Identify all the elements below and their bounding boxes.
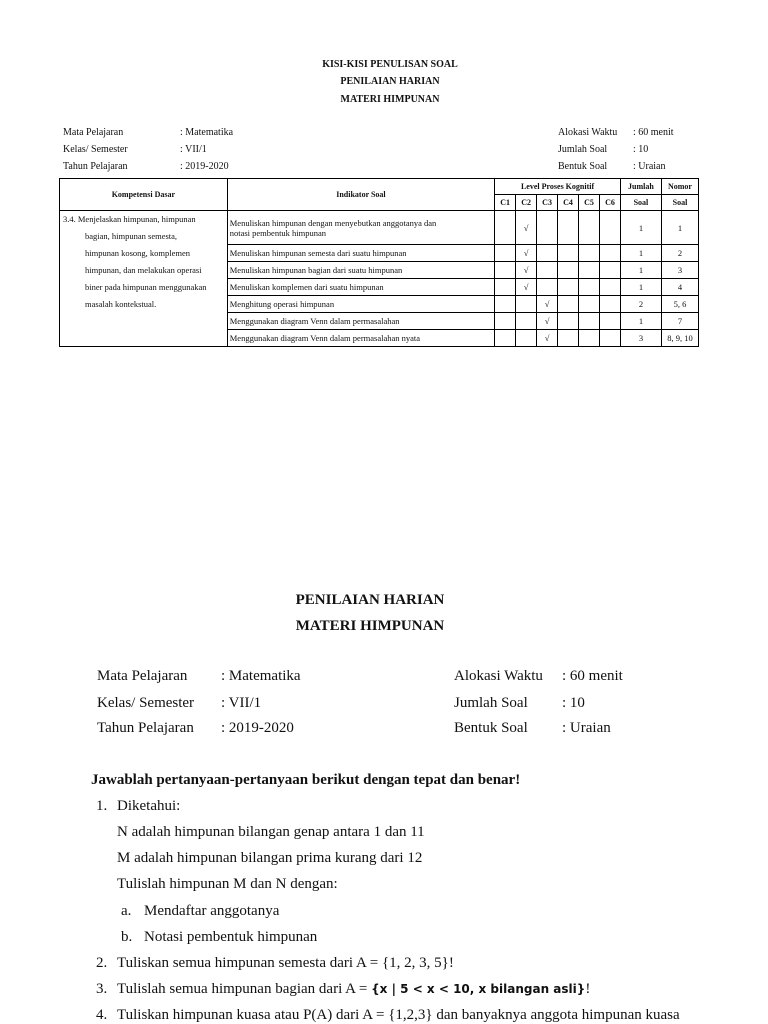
instruction: Jawablah pertanyaan-pertanyaan berikut dengan tepat dan benar! — [91, 772, 521, 788]
q3-text — [117, 981, 590, 998]
meta-kelas-label: Kelas/ Semester — [63, 144, 128, 155]
indikator-cell — [227, 211, 494, 245]
meta-waktu-label: Alokasi Waktu — [558, 127, 618, 138]
jumlah-cell: 1 — [620, 262, 661, 279]
meta-mapel-value: : Matematika — [180, 127, 234, 138]
header-level-c2: C2 — [516, 195, 537, 211]
ph-jumlah-label: Jumlah Soal — [454, 695, 528, 711]
jumlah-cell: 3 — [620, 330, 661, 347]
jumlah-cell: 2 — [620, 296, 661, 313]
ph-tahun-value: : 2019-2020 — [221, 720, 294, 736]
kompetensi-dasar-cell — [60, 211, 228, 347]
q1-line-1: N adalah himpunan bilangan genap antara 1 dan 11 — [117, 824, 425, 840]
ph-title-2: MATERI HIMPUNAN — [295, 618, 445, 634]
meta-jumlah-value: : 10 — [633, 144, 649, 155]
ph-bentuk-value: : Uraian — [562, 720, 611, 736]
check-mark: √ — [516, 279, 537, 296]
nomor-cell: 1 — [661, 211, 698, 245]
q1-a-marker: a. — [121, 903, 132, 919]
header-level-c4: C4 — [558, 195, 579, 211]
q1-number: 1. — [96, 798, 108, 814]
q1-b-marker: b. — [121, 929, 133, 945]
meta-tahun-label: Tahun Pelajaran — [63, 161, 128, 172]
meta-tahun-value: : 2019-2020 — [180, 161, 229, 172]
nomor-cell: 7 — [661, 313, 698, 330]
q3-set-notation: {x | 5 < x < 10, x bilangan asli} — [371, 982, 586, 996]
check-mark: √ — [537, 330, 558, 347]
header-indikator-soal: Indikator Soal — [227, 179, 494, 211]
meta-mapel-label: Mata Pelajaran — [63, 127, 124, 138]
meta-bentuk-label: Bentuk Soal — [558, 161, 608, 172]
q1-b-text: Notasi pembentuk himpunan — [144, 929, 318, 945]
ph-jumlah-value: : 10 — [562, 695, 585, 711]
kd-line: masalah kontekstual. — [85, 299, 157, 309]
indikator-cell: Menggunakan diagram Venn dalam permasalahan nyata — [227, 330, 494, 347]
kisi-table — [59, 178, 699, 347]
header-jumlah: Jumlah — [620, 179, 661, 195]
header-level-c1: C1 — [495, 195, 516, 211]
ph-kelas-label: Kelas/ Semester — [97, 695, 195, 711]
check-mark: √ — [516, 262, 537, 279]
check-mark: √ — [537, 296, 558, 313]
check-mark: √ — [537, 313, 558, 330]
header-nomor: Nomor — [661, 179, 698, 195]
header-level-c5: C5 — [579, 195, 600, 211]
header-kompetensi-dasar: Kompetensi Dasar — [60, 179, 228, 211]
nomor-cell: 4 — [661, 279, 698, 296]
q1-text: Diketahui: — [117, 798, 181, 814]
indikator-cell: Menuliskan himpunan semesta dari suatu himpunan — [227, 245, 494, 262]
header-level-proses: Level Proses Kognitif — [495, 179, 621, 195]
kd-line: biner pada himpunan menggunakan — [85, 282, 207, 292]
ph-mapel-label: Mata Pelajaran — [97, 668, 188, 684]
header-jumlah-soal: Soal — [620, 195, 661, 211]
ph-bentuk-label: Bentuk Soal — [454, 720, 528, 736]
kd-line: bagian, himpunan semesta, — [85, 231, 178, 241]
kisi-title-1: KISI-KISI PENULISAN SOAL — [322, 59, 458, 70]
q1-a-text: Mendaftar anggotanya — [144, 903, 280, 919]
meta-kelas-value: : VII/1 — [180, 144, 207, 155]
kisi-title-2: PENILAIAN HARIAN — [340, 76, 440, 87]
jumlah-cell: 1 — [620, 245, 661, 262]
kd-line: 3.4. Menjelaskan himpunan, himpunan — [63, 214, 196, 224]
jumlah-cell: 1 — [620, 313, 661, 330]
kd-line: himpunan, dan melakukan operasi — [85, 265, 202, 275]
indikator-cell: Menggunakan diagram Venn dalam permasalahan — [227, 313, 494, 330]
indikator-cell: Menuliskan himpunan bagian dari suatu himpunan — [227, 262, 494, 279]
header-level-c6: C6 — [599, 195, 620, 211]
ph-waktu-label: Alokasi Waktu — [454, 668, 543, 684]
q3-number: 3. — [96, 981, 108, 997]
nomor-cell: 3 — [661, 262, 698, 279]
kd-line: himpunan kosong, komplemen — [85, 248, 191, 258]
check-mark: √ — [516, 211, 537, 245]
header-level-c3: C3 — [537, 195, 558, 211]
ph-mapel-value: : Matematika — [221, 668, 301, 684]
jumlah-cell: 1 — [620, 279, 661, 296]
nomor-cell: 8, 9, 10 — [661, 330, 698, 347]
indikator-line: Menuliskan himpunan dengan menyebutkan anggotanya dan — [229, 217, 437, 228]
indikator-cell: Menghitung operasi himpunan — [227, 296, 494, 313]
indikator-cell: Menuliskan komplemen dari suatu himpunan — [227, 279, 494, 296]
q4-text: Tuliskan himpunan kuasa atau P(A) dari A = {1,2,3} dan banyaknya anggota himpunan kuasa — [117, 1007, 680, 1023]
nomor-cell: 2 — [661, 245, 698, 262]
ph-waktu-value: : 60 menit — [562, 668, 623, 684]
nomor-cell: 5, 6 — [661, 296, 698, 313]
q1-line-3: Tulislah himpunan M dan N dengan: — [117, 876, 338, 892]
meta-jumlah-label: Jumlah Soal — [558, 144, 608, 155]
check-mark: √ — [516, 245, 537, 262]
meta-bentuk-value: : Uraian — [633, 161, 666, 172]
ph-title-1: PENILAIAN HARIAN — [295, 592, 445, 608]
q1-line-2: M adalah himpunan bilangan prima kurang dari 12 — [117, 850, 423, 866]
meta-waktu-value: : 60 menit — [633, 127, 674, 138]
q4-number: 4. — [96, 1007, 108, 1023]
header-nomor-soal: Soal — [661, 195, 698, 211]
kisi-title-3: MATERI HIMPUNAN — [340, 94, 440, 105]
q2-number: 2. — [96, 955, 108, 971]
table-row — [60, 211, 699, 245]
q3-text-c: ! — [585, 981, 591, 997]
q2-text: Tuliskan semua himpunan semesta dari A = {1, 2, 3, 5}! — [117, 955, 454, 971]
ph-tahun-label: Tahun Pelajaran — [97, 720, 194, 736]
jumlah-cell: 1 — [620, 211, 661, 245]
ph-kelas-value: : VII/1 — [221, 695, 262, 711]
q3-text-a: Tulislah semua himpunan bagian dari A = — [117, 981, 372, 997]
indikator-line: notasi pembentuk himpunan — [229, 227, 327, 238]
